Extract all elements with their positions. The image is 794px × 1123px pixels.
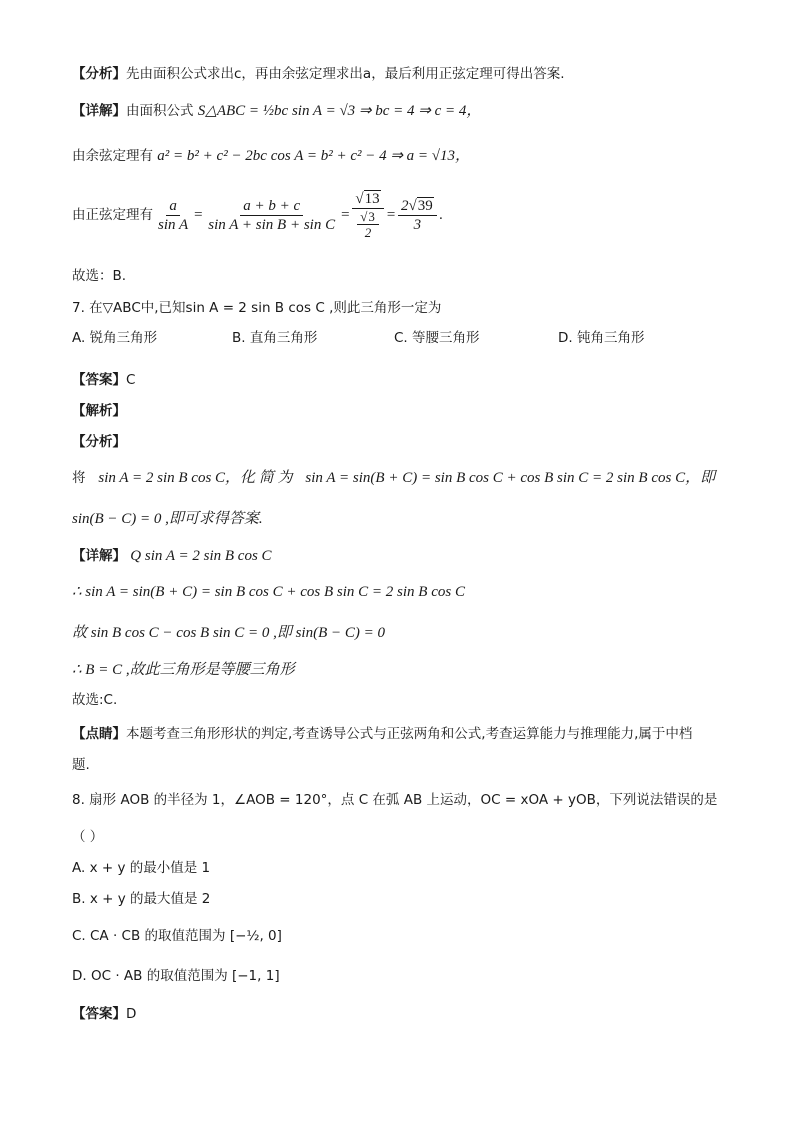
- analysis-formula-2: sin A = sin(B + C) = sin B cos C + cos B sin C = 2 sin B cos C，即: [305, 470, 716, 486]
- sine-prefix: 由正弦定理有: [72, 207, 153, 223]
- q7-analysis-line2: sin(B − C) = 0 ,即可求得答案.: [72, 511, 263, 527]
- analysis-formula-1: sin A = 2 sin B cos C，化 简 为: [98, 470, 293, 486]
- q7-detail-tag: 【详解】: [72, 548, 126, 564]
- q7-comment-line2: 题.: [72, 757, 90, 773]
- answer-value: C: [126, 372, 136, 388]
- answer-tag: 【答案】: [72, 372, 126, 388]
- analysis-line: [72, 64, 565, 84]
- q7-stem: 7. 在▽ABC中,已知sin A = 2 sin B cos C ,则此三角形一定为: [72, 300, 442, 316]
- cosine-line: [72, 146, 470, 166]
- q7-analysis-tag: 【分析】: [72, 434, 126, 450]
- q8-option-b: B. x + y 的最大值是 2: [72, 891, 211, 907]
- q7-analysis-line1: [72, 468, 715, 488]
- q7-choose: 故选:C.: [72, 692, 118, 708]
- q8-answer-value: D: [126, 1006, 137, 1022]
- q8-paren: （ ）: [72, 829, 104, 845]
- detail-prefix: 由面积公式: [126, 103, 194, 119]
- area-formula: S△ABC = ½bc sin A = √3 ⇒ bc = 4 ⇒ c = 4，: [197, 103, 482, 119]
- q7-option-a: A. 锐角三角形: [72, 330, 158, 346]
- q7-detail-line2: ∴ sin A = sin(B + C) = sin B cos C + cos B sin C = 2 sin B cos C: [72, 584, 465, 600]
- fraction-result: $\frac{2√39}{3}$: [398, 197, 437, 234]
- q8-option-a: A. x + y 的最小值是 1: [72, 860, 211, 876]
- detail-formula-1: Q sin A = 2 sin B cos C: [130, 548, 272, 564]
- q7-comment-line1: [72, 724, 692, 744]
- q8-answer-line: [72, 1004, 136, 1024]
- q7-detail-line4: ∴ B = C ,故此三角形是等腰三角形: [72, 662, 295, 678]
- q7-option-b: B. 直角三角形: [232, 330, 318, 346]
- q7-option-d: D. 钝角三角形: [558, 330, 645, 346]
- fraction-sum: $\frac{a + b + c}{\text{sin A + sin B + sin C}}$: [208, 197, 336, 233]
- q7-detail-line3: 故 sin B cos C − cos B sin C = 0 ,即 sin(B − C) = 0: [72, 625, 385, 641]
- fraction-sqrt13: $\frac{√13}{\frac{√3}{2}}$: [352, 190, 384, 240]
- analysis-text: 先由面积公式求出c，再由余弦定理求出a，最后利用正弦定理可得出答案.: [126, 66, 565, 82]
- detail-area-line: [72, 101, 481, 121]
- q8-stem: 8. 扇形 AOB 的半径为 1，∠AOB = 120°，点 C 在弧 AB 上运动，OC = xOA + yOB，下列说法错误的是: [72, 792, 718, 808]
- q8-option-c: C. CA · CB 的取值范围为 [−½, 0]: [72, 928, 282, 944]
- q7-option-c: C. 等腰三角形: [394, 330, 480, 346]
- q7-options: [72, 328, 722, 348]
- fraction-a-sinA: $\frac{a}{\text{sin A}}$: [158, 197, 189, 233]
- q7-answer-line: [72, 370, 135, 390]
- q8-answer-tag: 【答案】: [72, 1006, 126, 1022]
- cosine-prefix: 由余弦定理有: [72, 148, 153, 164]
- detail-tag: 【详解】: [72, 103, 126, 119]
- comment-tag: 【点睛】: [72, 726, 126, 742]
- sine-line: 由正弦定理有 $\frac{a}{\text{sin A}}$ = $\frac{a + b + c}{\text{sin A + sin B + sin C}}$ = $\frac{√13}{\frac{√3}{2}}$ = $\frac{2√39}{3}$ .: [72, 191, 443, 240]
- q8-option-d: D. OC · AB 的取值范围为 [−1, 1]: [72, 968, 280, 984]
- jiexi-tag: 【解析】: [72, 403, 126, 419]
- analysis-word: 将: [72, 470, 86, 486]
- analysis-tag: 【分析】: [72, 66, 126, 82]
- cosine-formula: a² = b² + c² − 2bc cos A = b² + c² − 4 ⇒ a = √13，: [157, 148, 471, 164]
- q7-detail-line1: [72, 546, 272, 566]
- comment-text: 本题考查三角形形状的判定,考查诱导公式与正弦两角和公式,考查运算能力与推理能力,属于中档: [126, 726, 693, 742]
- choose-b: 故选：B.: [72, 268, 127, 284]
